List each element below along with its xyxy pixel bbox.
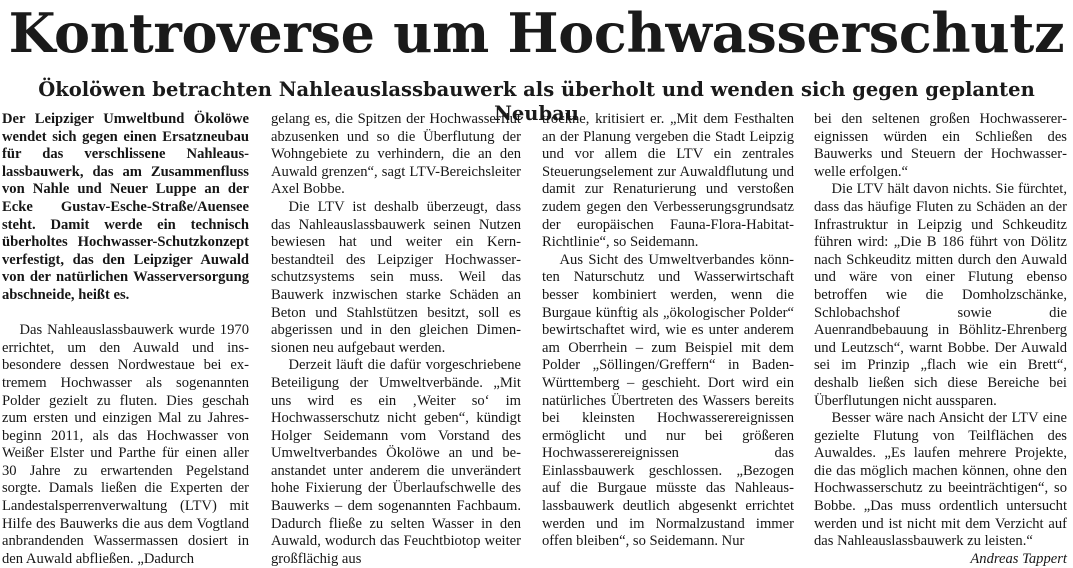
article-subheadline: Ökolöwen betrachten Nahleauslassbauwerk als überholt und wenden sich gegen geplanten Neubau	[38, 78, 1035, 125]
body-paragraph: Derzeit läuft die dafür vorgeschriebene Beteiligung der Umweltverbände. „Mit uns wird es ein ‚Weiter so‘ im Hochwasserschutz nicht geben“, kündigt Holger Seidemann vom Vorstand des Umweltverbandes Ökolöwe an und beanstandet unter anderem die unverändert hohe Fixierung der Überlaufschwelle des Bauwerks – dem sogenannten Fachbaum. Dadurch fließe zu selten Wasser in den Auwald, wodurch das Feuchtbiotop weiter großflächig aus	[271, 357, 521, 567]
body-paragraph: Das Nahleauslassbauwerk wurde 1970 errichtet, um den Auwald und insbesondere dessen Nordwestaue bei extremem Hochwasser als sogenannten Polder gezielt zu fluten. Dies geschah zum ersten und einzigen Mal zu Jahresbeginn 2011, als das Hochwasser von Weißer Elster und Parthe für einen aller 30 Jahre zu erwartenden Pegelstand sorgte. Damals ließen die Experten der Landestalsperrenverwaltung (LTV) mit Hilfe des Bauwerks die aus dem Vogtland anbrandenden Wassermassen dosiert in den Auwald abfließen. „Dadurch	[2, 322, 249, 567]
column-3	[542, 111, 794, 550]
body-paragraph: gelang es, die Spitzen der Hochwasserflut abzusenken und so die Überflutung der Wohngebiete zu verhindern, die an den Auwald grenzen“, sagt LTV-Bereichsleiter Axel Bobbe.	[271, 111, 521, 198]
body-paragraph: bei den seltenen großen Hochwasserereignissen würden ein Schließen des Bauwerks und Steuern der Hochwasserwelle erfolgen.“	[814, 111, 1067, 180]
body-paragraph: Die LTV ist deshalb überzeugt, dass das Nahleauslassbauwerk seinen Nutzen bewiesen hat und weiter ein Kernbestandteil des Leipziger Hochwasserschutzsystems sein muss. Weil das Bauwerk inzwischen starke Schäden an Beton und Stahlstützen besitzt, soll es abgerissen und in den gleichen Dimensionen neu aufgebaut werden.	[271, 198, 521, 356]
column-1	[2, 111, 249, 567]
body-paragraph: Die LTV hält davon nichts. Sie fürchtet, dass das häufige Fluten zu Schäden an der Infrastruktur in Leipzig und Schkeuditz führen wird: „Die B 186 führt von Dölitz nach Schkeuditz mitten durch den Auwald und wäre von einer Flutung ebenso betroffen wie die Domholzschänke, Schlobachshof sowie die Auenrandbebauung in Böhlitz-Ehrenberg und Leutzsch“, warnt Bobbe. Der Auwald sei im Prinzip „flach wie ein Brett“, deshalb ließen sich diese Bereiche bei Überflutungen nicht aussparen.	[814, 181, 1067, 409]
article-headline: Kontroverse um Hochwasserschutz	[8, 1, 1065, 65]
body-paragraph: trockne, kritisiert er. „Mit dem Festhalten an der Planung vergeben die Stadt Leipzig und vor allem die LTV ein zentrales Steuerungselement zur Auwaldflutung und damit zur Renaturierung und verstoßen zudem gegen den Verbesserungsgrundsatz der europäischen Fauna-Flora-Habitat-Richtlinie“, so Seidemann.	[542, 111, 794, 251]
body-paragraph: Aus Sicht des Umweltverbandes könnten Naturschutz und Wasserwirtschaft besser kombiniert werden, wenn die Burgaue künftig als „ökologischer Polder“ bewirtschaftet wird, wie es unter anderem am Oberrhein – zum Beispiel mit dem Polder „Söllingen/Greffern“ in Baden-Württemberg – geschieht. Dort wird ein natürliches Übertreten des Wassers bereits bei kleinsten Hochwasserereignissen ermöglicht und nur bei größeren Hochwasserereignissen das Einlassbauwerk geschlossen. „Bezogen auf die Burgaue müsste das Nahleauslassbauwerk deutlich abgesenkt errichtet werden und im Normalzustand immer offen bleiben“, so Seidemann. Nur	[542, 251, 794, 550]
lead-paragraph: Der Leipziger Umweltbund Ökolöwe wendet sich gegen einen Ersatzneubau für das verschlissene Nahleauslassbauwerk, das am Zusammenfluss von Nahle und Neuer Luppe an der Ecke Gustav-Esche-Straße/Auensee steht. Damit werde ein technisch überholtes Hochwasser-Schutzkonzept verfestigt, das den Leipziger Auwald von der natürlichen Wasserversorgung abschneide, heißt es.	[2, 111, 249, 303]
column-2	[271, 111, 521, 567]
author-byline: Andreas Tappert	[970, 550, 1067, 567]
column-4	[814, 111, 1067, 567]
body-paragraph: Besser wäre nach Ansicht der LTV eine gezielte Flutung von Teilflächen des Auwaldes. „Es laufen mehrere Projekte, die das möglich machen können, ohne den Hochwasserschutz zu beeinträchtigen“, so Bobbe. „Das muss ordentlich untersucht werden und ist nicht mit dem Verzicht auf das Nahleauslassbauwerk zu leisten.“	[814, 410, 1067, 550]
